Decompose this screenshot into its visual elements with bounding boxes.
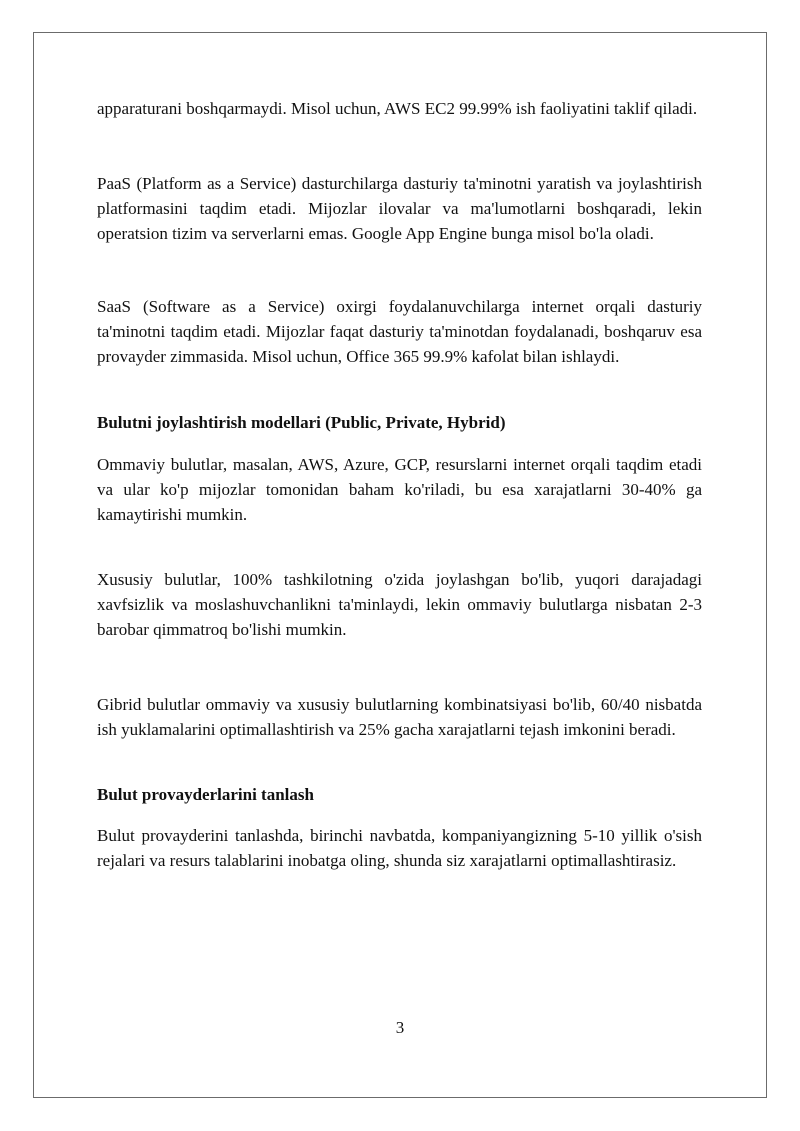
paragraph-choosing-provider: Bulut provayderini tanlashda, birinchi navbatda, kompaniyangizning 5-10 yillik o'sish rejalari va resurs talablarini inobatga oling, shunda siz xarajatlarni optimallashtirasiz. — [97, 826, 702, 870]
heading-deployment-models: Bulutni joylashtirish modellari (Public, Private, Hybrid) — [97, 413, 506, 432]
paragraph-public-cloud: Ommaviy bulutlar, masalan, AWS, Azure, GCP, resurslarni internet orqali taqdim etadi va ular ko'p mijozlar tomonidan baham ko'riladi, bu esa xarajatlarni 30-40% ga kamaytirishi mumkin. — [97, 455, 702, 524]
paragraph-private-cloud: Xususiy bulutlar, 100% tashkilotning o'zida joylashgan bo'lib, yuqori darajadagi xavfsizlik va moslashuvchanlikni ta'minlaydi, lekin ommaviy bulutlarga nisbatan 2-3 barobar qimmatroq bo'lishi mumkin. — [97, 570, 702, 639]
paragraph-saas: SaaS (Software as a Service) oxirgi foydalanuvchilarga internet orqali dasturiy ta'minotni taqdim etadi. Mijozlar faqat dasturiy ta'minotdan foydalanadi, boshqaruv esa provayder zimmasida. Misol uchun, Office 365 99.9% kafolat bilan ishlaydi. — [97, 297, 702, 366]
paragraph-paas: PaaS (Platform as a Service) dasturchilarga dasturiy ta'minotni yaratish va joylashtirish platformasini taqdim etadi. Mijozlar ilovalar va ma'lumotlarni boshqaradi, lekin operatsion tizim va serverlarni emas. Google App Engine bunga misol bo'la oladi. — [97, 174, 702, 243]
paragraph-aws-ec2: apparaturani boshqarmaydi. Misol uchun, AWS EC2 99.99% ish faoliyatini taklif qiladi. — [97, 99, 698, 118]
document-body — [97, 96, 702, 873]
page-number: 3 — [395, 1018, 405, 1037]
paragraph-hybrid-cloud: Gibrid bulutlar ommaviy va xususiy bulutlarning kombinatsiyasi bo'lib, 60/40 nisbatda ish yuklamalarini optimallashtirish va 25% gacha xarajatlarni tejash imkonini beradi. — [97, 695, 702, 739]
heading-choosing-providers: Bulut provayderlarini tanlash — [97, 785, 314, 804]
